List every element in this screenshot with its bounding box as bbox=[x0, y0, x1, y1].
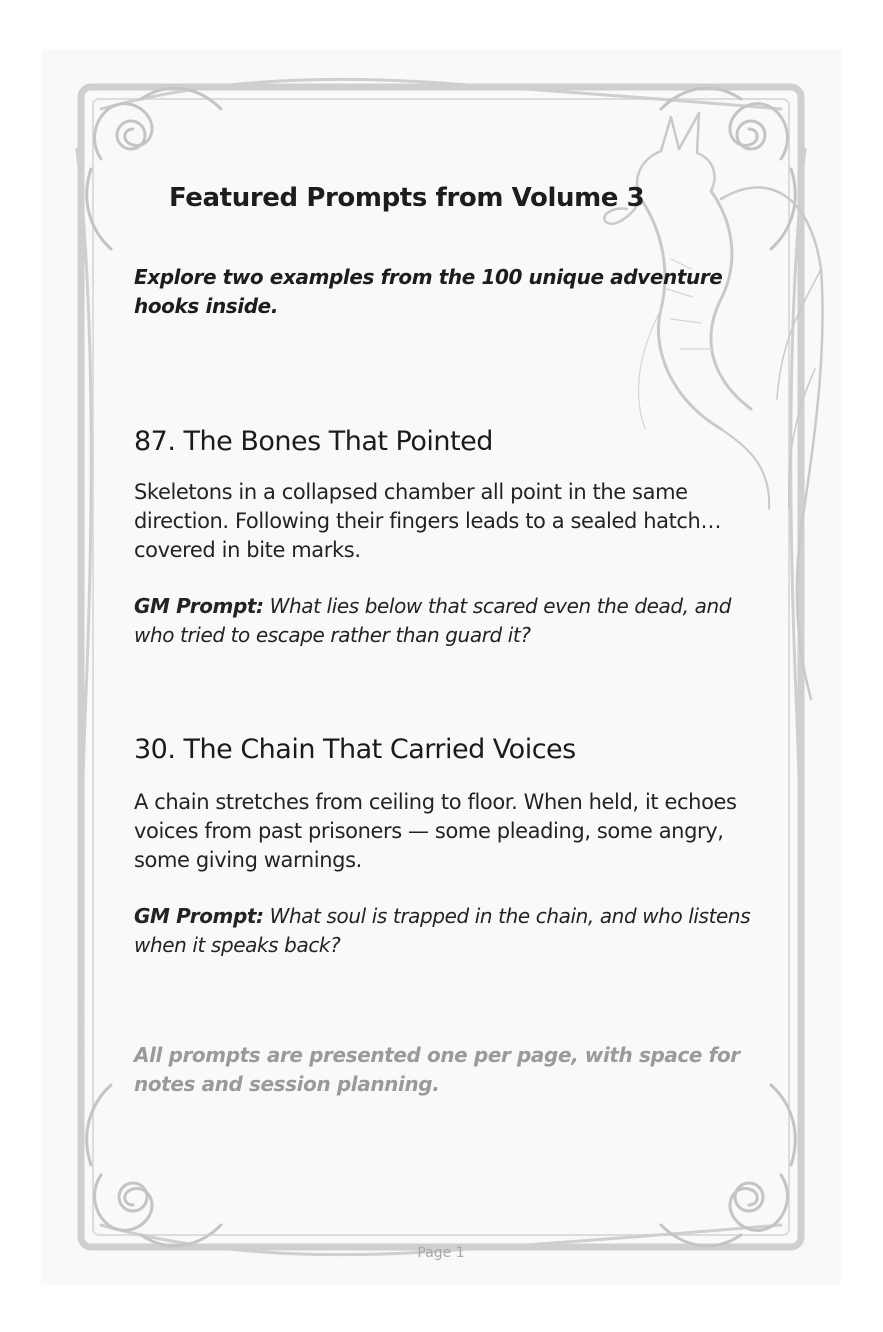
page-subtitle: Explore two examples from the 100 unique adventure hooks inside. bbox=[134, 265, 723, 318]
prompt-heading-87: 87. The Bones That Pointed bbox=[134, 426, 493, 457]
prompt-body-87: Skeletons in a collapsed chamber all point in the same direction. Following their fingers leads to a sealed hatch… covered in bite marks. bbox=[134, 480, 722, 562]
page-number: Page 1 bbox=[417, 1245, 465, 1261]
prompt-heading-30: 30. The Chain That Carried Voices bbox=[134, 734, 576, 765]
footer-note: All prompts are presented one per page, with space for notes and session planning. bbox=[134, 1043, 740, 1096]
gm-prompt-87 bbox=[134, 592, 774, 650]
gm-prompt-text: What lies below that scared even the dead, and who tried to escape rather than guard it? bbox=[134, 594, 732, 647]
page-title: Featured Prompts from Volume 3 bbox=[169, 183, 645, 213]
gm-prompt-label: GM Prompt: bbox=[134, 594, 264, 618]
prompt-body-30: A chain stretches from ceiling to floor. When held, it echoes voices from past prisoners — some pleading, some angry, some giving warnings. bbox=[134, 790, 737, 872]
gm-prompt-30 bbox=[134, 902, 774, 960]
document-page bbox=[41, 49, 841, 1285]
gm-prompt-label: GM Prompt: bbox=[134, 904, 264, 928]
gm-prompt-text: What soul is trapped in the chain, and who listens when it speaks back? bbox=[134, 904, 751, 957]
